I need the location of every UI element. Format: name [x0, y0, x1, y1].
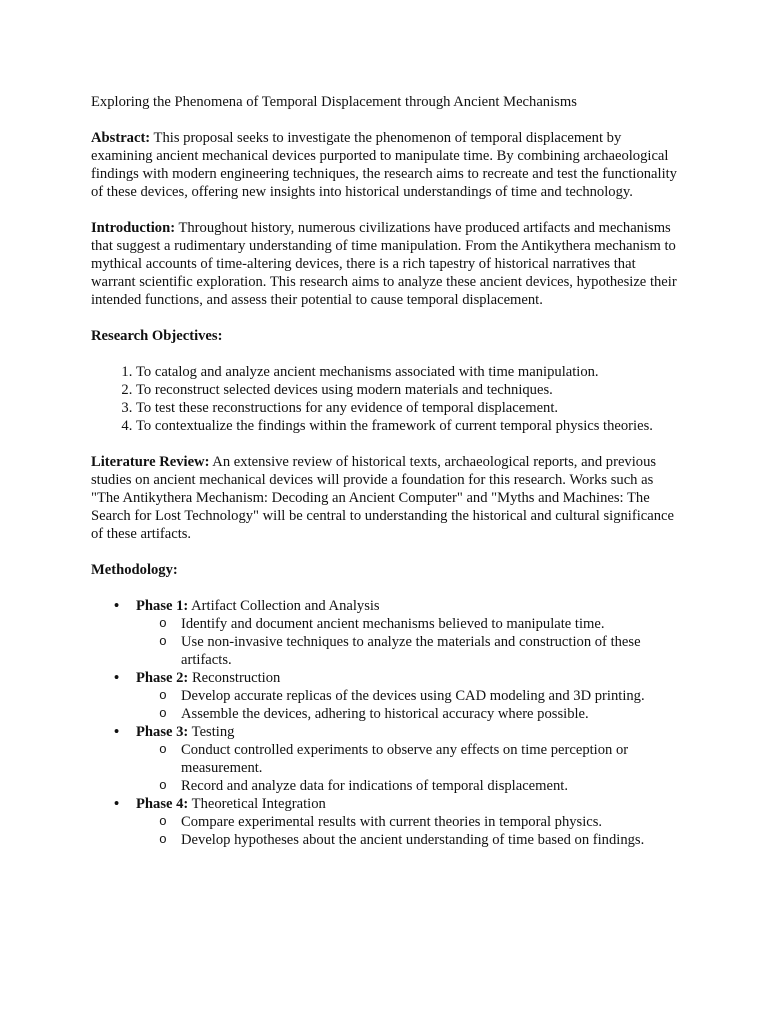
phase-step: o Assemble the devices, adhering to historical accuracy where possible. — [181, 705, 681, 723]
document-page — [91, 93, 681, 849]
abstract-label: Abstract: — [91, 130, 151, 146]
phase-name: Testing — [188, 724, 235, 740]
literature-review-section — [91, 453, 681, 543]
phase-step: o Identify and document ancient mechanisms believed to manipulate time. — [181, 615, 681, 633]
methodology-label: Methodology: — [91, 562, 178, 578]
phase-label: Phase 3: — [136, 724, 189, 740]
phase-name: Artifact Collection and Analysis — [188, 598, 380, 614]
phase-step: o Compare experimental results with current theories in temporal physics. — [181, 813, 681, 831]
phase-step: o Record and analyze data for indications of temporal displacement. — [181, 777, 681, 795]
literature-review-label: Literature Review: — [91, 454, 210, 470]
objective-item: 4. To contextualize the findings within the framework of current temporal physics theories. — [136, 417, 681, 435]
research-objectives-heading — [91, 327, 681, 345]
abstract-section — [91, 129, 681, 201]
phase-label: Phase 1: — [136, 598, 189, 614]
phase-step-list — [136, 741, 681, 795]
phase-item — [136, 669, 681, 723]
introduction-text: Throughout history, numerous civilizations have produced artifacts and mechanisms that suggest a rudimentary understanding of time manipulation. From the Antikythera mechanism to mythical accounts of time-altering devices, there is a rich tapestry of historical narratives that warrant scientific exploration. This research aims to analyze these ancient devices, hypothesize their intended functions, and assess their potential to cause temporal displacement. — [91, 220, 677, 308]
phase-item — [136, 597, 681, 669]
phase-label: Phase 4: — [136, 796, 189, 812]
methodology-heading — [91, 561, 681, 579]
phase-step-list — [136, 615, 681, 669]
phase-item — [136, 795, 681, 849]
literature-review-text: An extensive review of historical texts, archaeological reports, and previous studies on ancient mechanical devices will provide a foundation for this research. Works such as "The Antikythera Mechanism: Decoding an Ancient Computer" and "Myths and Machines: The Search for Lost Technology" will be central to understanding the historical and cultural significance of these artifacts. — [91, 454, 674, 542]
methodology-phase-list — [91, 597, 681, 849]
phase-step: o Develop hypotheses about the ancient understanding of time based on findings. — [181, 831, 681, 849]
phase-step-list — [136, 813, 681, 849]
phase-name: Theoretical Integration — [188, 796, 326, 812]
phase-item — [136, 723, 681, 795]
research-objectives-label: Research Objectives: — [91, 328, 223, 344]
phase-name: Reconstruction — [188, 670, 281, 686]
phase-step: o Use non-invasive techniques to analyze the materials and construction of these artifacts. — [181, 633, 681, 669]
objective-item: 3. To test these reconstructions for any evidence of temporal displacement. — [136, 399, 681, 417]
research-objectives-list — [91, 363, 681, 435]
phase-step-list — [136, 687, 681, 723]
phase-step: o Conduct controlled experiments to observe any effects on time perception or measurement. — [181, 741, 681, 777]
objective-item: 1. To catalog and analyze ancient mechanisms associated with time manipulation. — [136, 363, 681, 381]
objective-item: 2. To reconstruct selected devices using modern materials and techniques. — [136, 381, 681, 399]
phase-label: Phase 2: — [136, 670, 189, 686]
introduction-section — [91, 219, 681, 309]
phase-step: o Develop accurate replicas of the devices using CAD modeling and 3D printing. — [181, 687, 681, 705]
introduction-label: Introduction: — [91, 220, 176, 236]
abstract-text: This proposal seeks to investigate the phenomenon of temporal displacement by examining ancient mechanical devices purported to manipulate time. By combining archaeological findings with modern engineering techniques, the research aims to recreate and test the functionality of these devices, offering new insights into historical understandings of time and technology. — [91, 130, 677, 200]
document-title: Exploring the Phenomena of Temporal Displacement through Ancient Mechanisms — [91, 94, 577, 110]
